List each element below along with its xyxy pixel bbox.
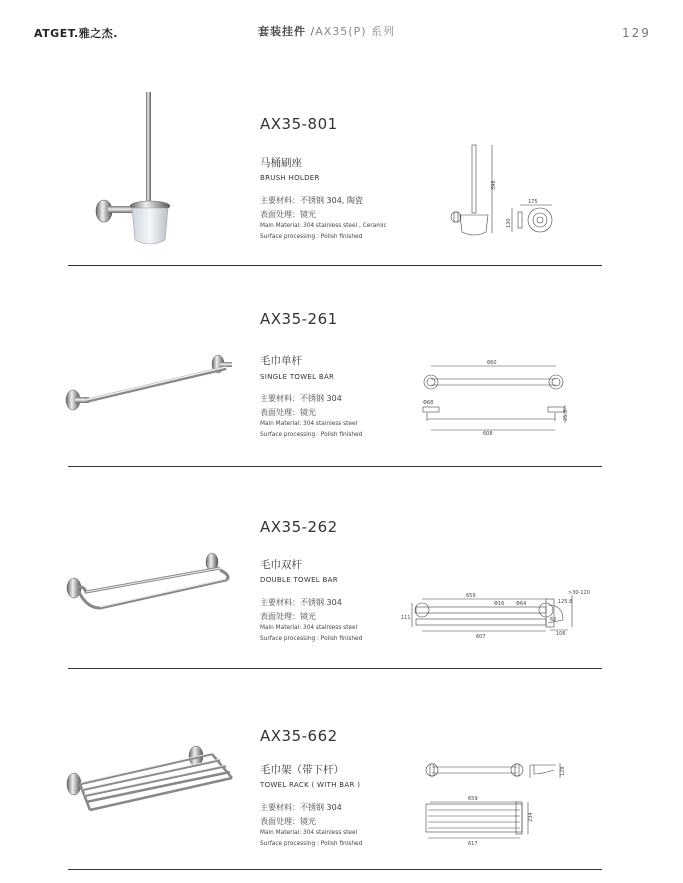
drawing-dim-depth: 125.8 — [558, 599, 573, 605]
product-3-name-cn: 毛巾双杆 — [260, 559, 302, 571]
brand-logo: ATGET.雅之杰. — [34, 27, 118, 40]
drawing-dim-length: 659 — [466, 593, 476, 599]
product-1-material-cn: 主要材料：不锈钢 304, 陶瓷 — [260, 196, 363, 205]
product-4-model: AX35-662 — [260, 727, 338, 745]
product-3-finish-cn: 表面处理：镜光 — [260, 612, 316, 621]
drawing-dim-rosette: Φ64 — [516, 601, 527, 607]
single-towel-bar-drawing — [415, 355, 575, 440]
product-2-finish-cn: 表面处理：镜光 — [260, 408, 316, 417]
product-4-name-en: TOWEL RACK ( WITH BAR ) — [260, 781, 361, 789]
product-4-finish-en: Surface processing : Polish finished — [260, 841, 363, 847]
towel-rack-photo — [60, 740, 240, 820]
section-divider — [68, 869, 602, 870]
product-3-name-en: DOUBLE TOWEL BAR — [260, 576, 338, 584]
drawing-dim-projection: 25.5 — [563, 409, 569, 421]
section-divider — [68, 668, 602, 669]
section-divider — [68, 265, 602, 266]
double-towel-bar-photo — [60, 550, 240, 620]
product-2-name-en: SINGLE TOWEL BAR — [260, 373, 335, 381]
product-3-model: AX35-262 — [260, 518, 338, 536]
drawing-dim-centers: 607 — [476, 634, 486, 640]
product-1-finish-cn: 表面处理：镜光 — [260, 210, 316, 219]
drawing-dim-gap: >30-120 — [568, 590, 590, 596]
drawing-dim-rosette: Φ68 — [423, 400, 434, 406]
drawing-dim-centers: 608 — [483, 431, 493, 437]
drawing-dim-tube: Φ16 — [494, 601, 505, 607]
page-header — [258, 23, 395, 39]
drawing-dim-depth: 234 — [528, 812, 534, 822]
product-1-material-en: Main Material: 304 stainless steel , Ceramic — [260, 223, 387, 229]
product-2-finish-en: Surface processing : Polish finished — [260, 432, 363, 438]
drawing-dim-spacing: 111 — [401, 615, 411, 621]
drawing-dim-mount: 130 — [506, 218, 512, 228]
product-2-material-cn: 主要材料：不锈钢 304 — [260, 394, 342, 403]
section-divider — [68, 466, 602, 467]
product-3-material-cn: 主要材料：不锈钢 304 — [260, 598, 342, 607]
product-1-name-en: BRUSH HOLDER — [260, 174, 320, 182]
towel-rack-drawing — [418, 760, 578, 855]
product-4-finish-cn: 表面处理：镜光 — [260, 817, 316, 826]
drawing-dim-inner: 106 — [556, 631, 566, 637]
double-towel-bar-drawing — [398, 585, 608, 650]
product-4-name-cn: 毛巾架（带下杆） — [260, 764, 344, 776]
header-separator: / — [310, 25, 316, 38]
drawing-dim-height: 396 — [491, 180, 497, 190]
product-2-model: AX35-261 — [260, 310, 338, 328]
product-1-model: AX35-801 — [260, 115, 338, 133]
single-towel-bar-photo — [60, 350, 240, 420]
series-title: AX35(P) 系列 — [315, 25, 395, 38]
brush-holder-drawing — [440, 140, 560, 250]
page-number: 129 — [622, 26, 651, 40]
drawing-dim-length: 659 — [468, 796, 478, 802]
product-4-material-cn: 主要材料：不锈钢 304 — [260, 803, 342, 812]
drawing-dim-centers: 617 — [468, 841, 478, 847]
product-3-material-en: Main Material: 304 stainless steel — [260, 625, 358, 631]
drawing-dim-depth: 175 — [528, 199, 538, 205]
drawing-dim-length: 660 — [487, 360, 497, 366]
product-2-material-en: Main Material: 304 stainless steel — [260, 421, 358, 427]
product-2-name-cn: 毛巾单杆 — [260, 355, 302, 367]
category-title: 套装挂件 — [258, 25, 306, 38]
product-1-name-cn: 马桶刷座 — [260, 157, 302, 169]
product-4-material-en: Main Material: 304 stainless steel — [260, 830, 358, 836]
product-3-finish-en: Surface processing : Polish finished — [260, 636, 363, 642]
brush-holder-photo — [90, 90, 210, 250]
product-1-finish-en: Surface processing : Polish finished — [260, 234, 363, 240]
drawing-dim-drop: 62 — [550, 617, 557, 623]
drawing-dim-height: 128 — [560, 766, 566, 776]
